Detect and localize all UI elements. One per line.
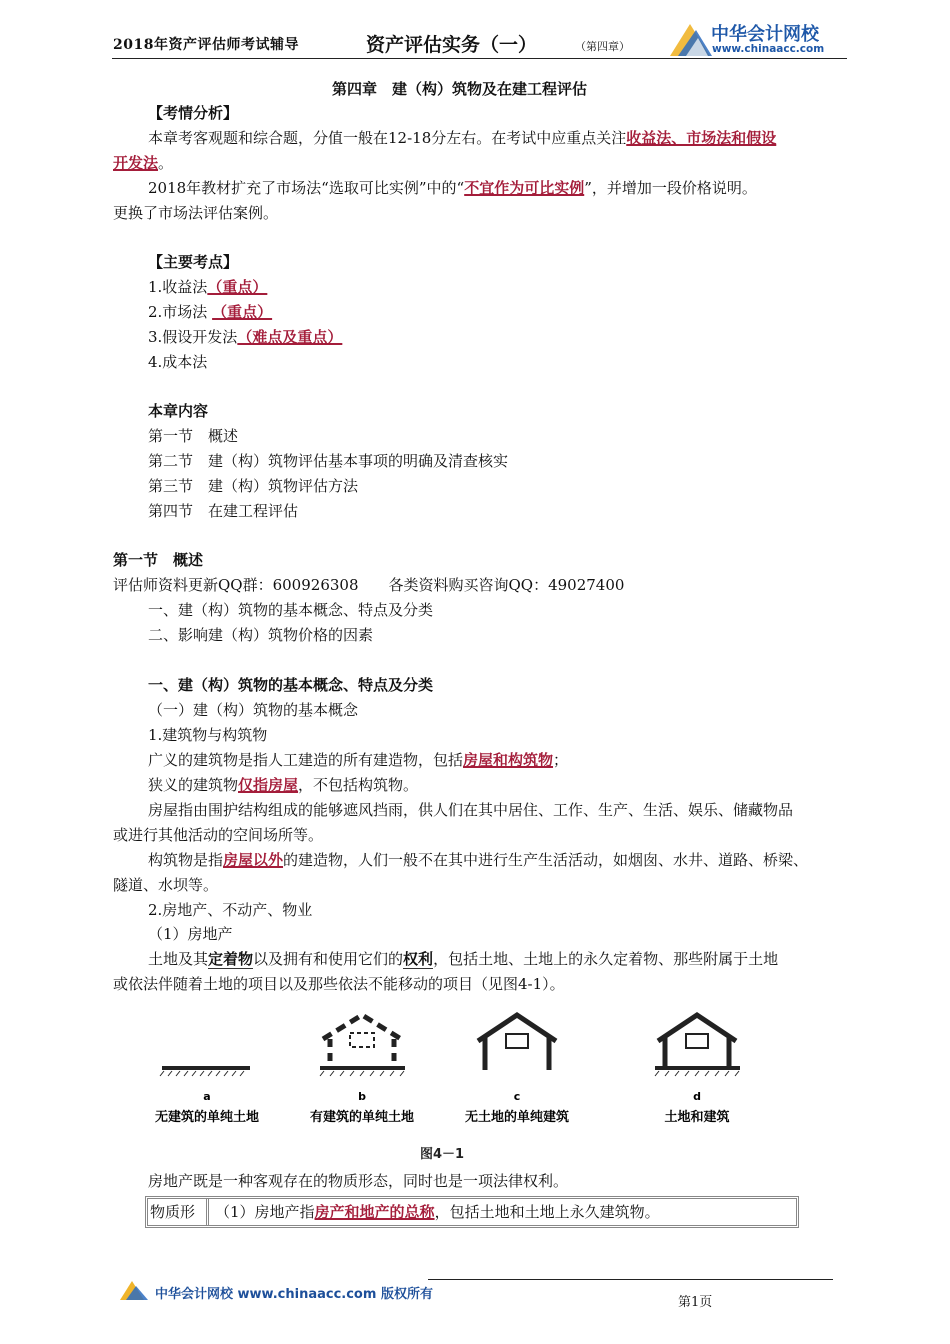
section1-list-item: 一、建（构）筑物的基本概念、特点及分类 — [148, 601, 434, 619]
figure-caption-b: 有建筑的单纯土地 — [309, 1110, 415, 1125]
exam-analysis-p2: 2018年教材扩充了市场法“选取可比实例”中的“不宜作为可比实例”，并增加一段价格说明。 — [148, 179, 757, 197]
key-point-item: 1.收益法（重点） — [148, 278, 268, 296]
structure-definition-cont: 隧道、水坝等。 — [113, 876, 219, 894]
footer-copyright: 中华会计网校 www.chinaacc.com 版权所有 — [155, 1287, 433, 1302]
exam-analysis-p3: 更换了市场法评估案例。 — [113, 204, 279, 222]
key-points-heading: 【主要考点】 — [148, 253, 239, 271]
key-point-item: 3.假设开发法（难点及重点） — [148, 328, 343, 346]
broad-definition: 广义的建筑物是指人工建造的所有建造物，包括房屋和构筑物； — [148, 751, 569, 769]
table-cell-label-text: 物质形 — [150, 1203, 196, 1221]
figure-title: 图4－1 — [420, 1147, 465, 1162]
narrow-definition: 狭义的建筑物仅指房屋，不包括构筑物。 — [148, 776, 419, 794]
footer-rule — [428, 1279, 833, 1280]
exam-analysis-p1: 本章考客观题和综合题，分值一般在12-18分左右。在考试中应重点关注收益法、市场法和假设 — [148, 129, 777, 147]
figure-letter-d: d — [693, 1090, 701, 1103]
figure-panel-c — [478, 1015, 556, 1070]
footer-logo-icon — [118, 1278, 154, 1302]
logo-name: 中华会计网校 — [711, 24, 819, 45]
exam-analysis-p1-cont: 开发法。 — [113, 154, 174, 172]
key-point-item: 2.市场法 （重点） — [148, 303, 273, 321]
part1-sub1: （一）建（构）筑物的基本概念 — [148, 701, 359, 719]
highlight-not-comparable: 不宜作为可比实例 — [464, 179, 585, 197]
contents-section: 第一节 概述 — [148, 427, 239, 445]
header-chapter: （第四章） — [575, 40, 630, 53]
highlight-methods: 收益法、市场法和假设 — [626, 129, 777, 147]
contents-section: 第三节 建（构）筑物评估方法 — [148, 477, 359, 495]
land-definition-cont: 或依法伴随着土地的项目以及那些依法不能移动的项目（见图4-1）。 — [113, 975, 565, 993]
house-definition: 房屋指由围护结构组成的能够遮风挡雨，供人们在其中居住、工作、生产、生活、娱乐、储藏物品 — [148, 801, 794, 819]
header-exam-label: 2018年资产评估师考试辅导 — [113, 37, 299, 53]
contents-heading: 本章内容 — [148, 402, 209, 420]
chapter-title: 第四章 建（构）筑物及在建工程评估 — [332, 80, 588, 98]
section1-list-item: 二、影响建（构）筑物价格的因素 — [148, 626, 374, 644]
after-figure-text: 房地产既是一种客观存在的物质形态，同时也是一项法律权利。 — [148, 1172, 569, 1190]
part1-heading: 一、建（构）筑物的基本概念、特点及分类 — [148, 676, 434, 694]
figure-panel-a — [160, 1068, 250, 1076]
section1-heading: 第一节 概述 — [113, 551, 204, 569]
structure-definition: 构筑物是指房屋以外的建造物，人们一般不在其中进行生产生活活动，如烟囱、水井、道路、桥梁、 — [148, 851, 809, 869]
part1-sub1-1: 1.建筑物与构筑物 — [148, 726, 268, 744]
figure-panel-b — [320, 1015, 405, 1076]
table-cell-content: （1）房地产指房产和地产的总称，包括土地和土地上永久建筑物。 — [215, 1203, 660, 1221]
logo-url: www.chinaacc.com — [712, 43, 825, 55]
figure-letter-b: b — [358, 1090, 366, 1103]
contents-section: 第四节 在建工程评估 — [148, 502, 299, 520]
figure-caption-a: 无建筑的单纯土地 — [154, 1110, 260, 1125]
figure-letter-a: a — [203, 1090, 211, 1103]
header-book-title: 资产评估实务（一） — [366, 34, 538, 56]
key-point-item: 4.成本法 — [148, 353, 208, 371]
land-definition: 土地及其定着物以及拥有和使用它们的权利，包括土地、土地上的永久定着物、那些附属于土地 — [148, 950, 779, 968]
real-estate-heading: （1）房地产 — [148, 925, 233, 943]
contents-section: 第二节 建（构）筑物评估基本事项的明确及清查核实 — [148, 452, 509, 470]
part1-sub1-2: 2.房地产、不动产、物业 — [148, 901, 313, 919]
house-definition-cont: 或进行其他活动的空间场所等。 — [113, 826, 324, 844]
figure-panel-d — [655, 1015, 740, 1076]
figure-caption-d: 土地和建筑 — [664, 1110, 730, 1125]
figure-real-estate-types — [140, 1005, 760, 1145]
figure-caption-c: 无土地的单纯建筑 — [464, 1110, 570, 1125]
exam-analysis-heading: 【考情分析】 — [148, 104, 239, 122]
page-number: 第1页 — [678, 1295, 713, 1310]
figure-letter-c: c — [513, 1090, 521, 1103]
qq-info: 评估师资料更新QQ群：600926308 各类资料购买咨询QQ：49027400 — [113, 576, 625, 594]
